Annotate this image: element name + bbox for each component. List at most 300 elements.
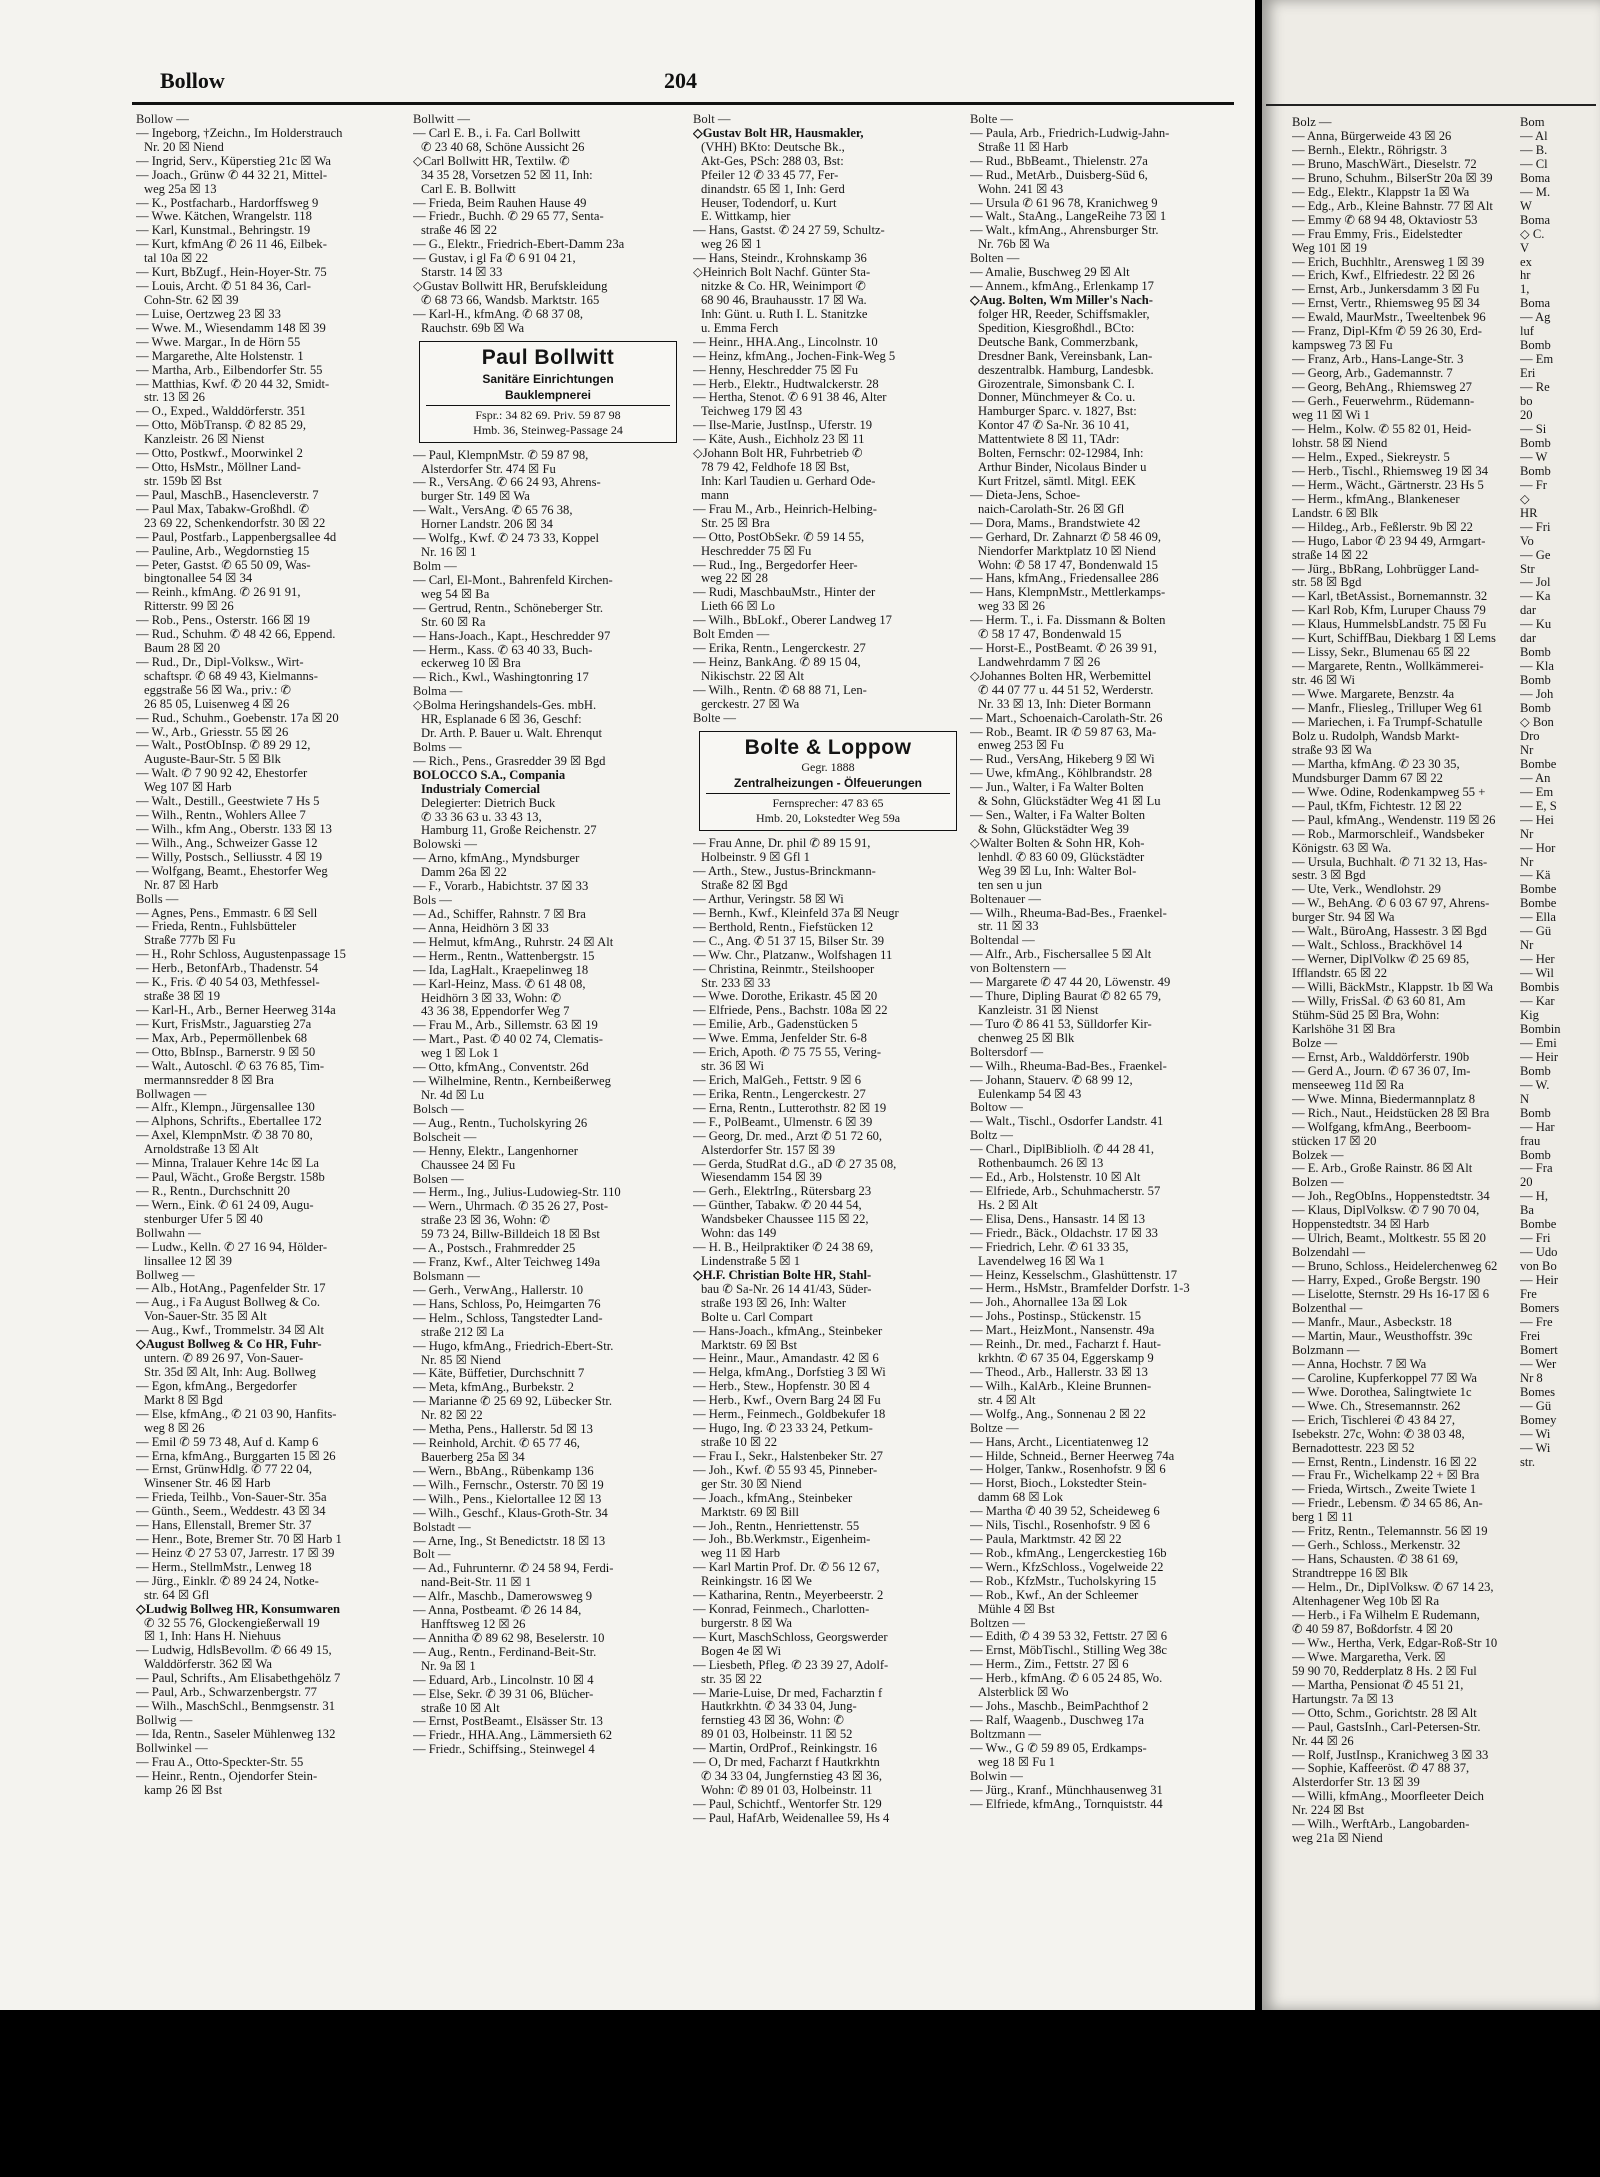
- directory-entry: nand-Beit-Str. 11 ☒ 1: [421, 1576, 532, 1590]
- directory-entry: — W., Arb., Griesstr. 55 ☒ 26: [136, 725, 289, 739]
- directory-entry: — Wern., BbAng., Rübenkamp 136: [413, 1464, 594, 1478]
- directory-entry: — Wolfg., Ang., Sonnenau 2 ☒ 22: [970, 1407, 1146, 1421]
- directory-entry: — Rob., Pens., Osterstr. 166 ☒ 19: [136, 614, 310, 628]
- right-page-entry: Bernadottestr. 223 ☒ 52: [1292, 1441, 1415, 1455]
- directory-entry: str. 4 ☒ Alt: [978, 1393, 1036, 1407]
- right-page-entry: Bomert: [1520, 1343, 1558, 1357]
- surname-heading: Boltenauer —: [970, 892, 1041, 906]
- directory-entry: — Annitha ✆ 89 62 98, Beselerstr. 10: [413, 1631, 605, 1645]
- directory-entry: — Uwe, kfmAng., Köhlbrandstr. 28: [970, 767, 1152, 781]
- surname-heading: Bolt —: [413, 1548, 451, 1562]
- directory-entry: str. 13 ☒ 26: [144, 391, 205, 405]
- directory-entry: — Pauline, Arb., Wegdornstieg 15: [136, 544, 310, 558]
- right-page-entry: — H,: [1520, 1190, 1548, 1204]
- right-page-entry: — Willy, FrisSal. ✆ 63 60 81, Am: [1292, 995, 1466, 1009]
- directory-entry: tal 10a ☒ 22: [144, 252, 209, 266]
- directory-entry: — G., Elektr., Friedrich-Ebert-Damm 23a: [413, 238, 625, 252]
- right-page-entry: — Kla: [1520, 660, 1554, 674]
- directory-entry: ◇ Carl Bollwitt HR, Textilw. ✆: [413, 155, 683, 169]
- directory-entry: Str. 35d ☒ Alt, Inh: Aug. Bollweg: [144, 1365, 316, 1379]
- directory-entry: — Gerhard, Dr. Zahnarzt ✆ 58 46 09,: [970, 530, 1162, 544]
- right-page-entry: dar: [1520, 632, 1537, 646]
- right-page-entry: Isebekstr. 27c, Wohn: ✆ 38 03 48,: [1292, 1427, 1465, 1441]
- directory-entry: — Wern., KfzSchloss., Vogelweide 22: [970, 1560, 1164, 1574]
- directory-entry: — Minna, Tralauer Kehre 14c ☒ La: [136, 1157, 320, 1171]
- right-page-entry: Bomb: [1520, 674, 1551, 688]
- directory-entry: 26 85 05, Luisenweg 4 ☒ 26: [144, 697, 290, 711]
- right-page-entry: Bomb: [1520, 1106, 1551, 1120]
- right-page-entry: Bombe: [1520, 883, 1557, 897]
- right-page-entry: — Paul, GastsInh., Carl-Petersen-Str.: [1292, 1720, 1481, 1734]
- directory-entry: gerckestr. 27 ☒ Wa: [701, 697, 800, 711]
- right-page-entry: — Heir: [1520, 1050, 1559, 1064]
- directory-entry: Dresdner Bank, Vereinsbank, Lan-: [978, 349, 1153, 363]
- right-page-entry: — Ulrich, Beamt., Moltkestr. 55 ☒ 20: [1292, 1232, 1486, 1246]
- directory-entry: — Frieda, Teilhb., Von-Sauer-Str. 35a: [136, 1491, 327, 1505]
- directory-entry: — Erika, Rentn., Lengerckestr. 27: [693, 1087, 866, 1101]
- directory-entry: — Helm., Schloss, Tangstedter Land-: [413, 1311, 603, 1325]
- right-page-entry: Bolze —: [1292, 1036, 1338, 1050]
- directory-entry: ◇ Gustav Bolt HR, Hausmakler,: [693, 127, 963, 141]
- directory-entry: burgerstr. 8 ☒ Wa: [701, 1616, 792, 1630]
- directory-entry: ◇ Walter Bolten & Sohn HR, Koh-: [970, 837, 1240, 851]
- directory-entry: — Berthold, Rentn., Fiefstücken 12: [693, 920, 874, 934]
- directory-entry: — Elisa, Dens., Hansastr. 14 ☒ 13: [970, 1212, 1145, 1226]
- right-page-entry: — Gerh., Feuerwehrm., Rüdemann-: [1292, 395, 1475, 409]
- directory-entry: schaftspr. ✆ 68 49 43, Kielmanns-: [144, 669, 318, 683]
- directory-entry: — Otto, kfmAng., Conventstr. 26d: [413, 1061, 589, 1075]
- right-page-entry: — Wer: [1520, 1357, 1557, 1371]
- directory-entry: — Annem., kfmAng., Erlenkamp 17: [970, 280, 1154, 294]
- right-page-entry: — Helm., Kolw. ✆ 55 82 01, Heid-: [1292, 422, 1472, 436]
- directory-entry: Heschredder 75 ☒ Fu: [701, 544, 812, 558]
- directory-entry: Nr. 4d ☒ Lu: [421, 1089, 485, 1102]
- directory-entry: 34 35 28, Vorsetzen 52 ☒ 11, Inh:: [421, 168, 593, 182]
- directory-entry: — Dieta-Jens, Schoe-: [970, 488, 1081, 502]
- directory-entry: Reinkingstr. 16 ☒ We: [701, 1575, 812, 1589]
- right-page-entry: — Wwe. Margaretha, Verk. ☒: [1292, 1650, 1446, 1664]
- directory-entry: Heidhörn 3 ☒ 33, Wohn: ✆: [421, 991, 562, 1005]
- directory-entry: Ritterstr. 99 ☒ 26: [144, 600, 234, 614]
- directory-entry: — Ernst, MöbTischl., Stilling Weg 38c: [970, 1644, 1168, 1658]
- directory-entry: Rauchstr. 69b ☒ Wa: [421, 321, 525, 335]
- right-page-entry: — Ernst, Arb., Walddörferstr. 190b: [1292, 1050, 1470, 1064]
- directory-entry: — Carl, El-Mont., Bahrenfeld Kirchen-: [413, 573, 613, 587]
- directory-entry: — Emil ✆ 59 73 48, Auf d. Kamp 6: [136, 1435, 319, 1449]
- right-page-column-2: [1520, 116, 1600, 1469]
- right-page-entry: — Fritz, Rentn., Telemannstr. 56 ☒ 19: [1292, 1525, 1488, 1539]
- directory-entry: weg 54 ☒ Ba: [421, 587, 490, 601]
- right-page-entry: HR: [1520, 506, 1538, 520]
- directory-entry: Hs. 2 ☒ Alt: [978, 1198, 1038, 1212]
- right-page-entry: Bomes: [1520, 1385, 1555, 1399]
- right-page-entry: — Herm., Wächt., Gärtnerstr. 23 Hs 5: [1292, 478, 1484, 492]
- directory-entry: — Wilh., Rheuma-Bad-Bes., Fraenkel-: [970, 906, 1167, 920]
- directory-entry: Bogen 4e ☒ Wi: [701, 1644, 782, 1658]
- surname-heading: Bolowski —: [413, 838, 478, 852]
- directory-entry: Arnoldstraße 13 ☒ Alt: [144, 1143, 259, 1157]
- right-page-rule: [1266, 104, 1596, 106]
- right-page-entry: — Wolfgang, kfmAng., Beerboom-: [1292, 1120, 1472, 1134]
- directory-entry: nitzke & Co. HR, Weinimport ✆: [701, 280, 866, 294]
- right-page-entry: Nr: [1520, 855, 1534, 869]
- right-page-entry: frau: [1520, 1134, 1541, 1148]
- right-page-entry: Bolz u. Rudolph, Wandsb Markt-: [1292, 729, 1460, 743]
- right-page-entry: Frei: [1520, 1329, 1541, 1343]
- right-page-entry: — Joh., RegObIns., Hoppenstedtstr. 34: [1292, 1190, 1490, 1204]
- directory-entry: — Paula, Marktmstr. 42 ☒ 22: [970, 1533, 1122, 1547]
- right-page-entry: — Re: [1520, 381, 1550, 395]
- directory-entry: ◇ Johannes Bolten HR, Werbemittel: [970, 670, 1240, 684]
- right-page-entry: luf: [1520, 325, 1534, 339]
- right-page-entry: Dro: [1520, 729, 1540, 743]
- directory-entry: 68 90 46, Brauhausstr. 17 ☒ Wa.: [701, 293, 867, 307]
- right-page-entry: Bomb: [1520, 464, 1551, 478]
- directory-entry: — Ralf, Waagenb., Duschweg 17a: [970, 1714, 1144, 1728]
- directory-entry: weg 25a ☒ 13: [144, 182, 217, 196]
- right-page-entry: — Mariechen, i. Fa Trumpf-Schatulle: [1292, 715, 1483, 729]
- right-page-entry: Vo: [1520, 534, 1534, 548]
- right-page-entry: — Ku: [1520, 618, 1552, 632]
- directory-entry: Auguste-Baur-Str. 5 ☒ Blk: [144, 753, 281, 767]
- right-page-entry: — Wwe. Ch., Stresemannstr. 262: [1292, 1399, 1461, 1413]
- directory-entry: — Karl Martin Prof. Dr. ✆ 56 12 67,: [693, 1561, 880, 1575]
- directory-entry: Str. 233 ☒ 33: [701, 976, 771, 990]
- directory-entry: — Kurt, kfmAng ✆ 26 11 46, Eilbek-: [136, 238, 327, 252]
- right-page-entry: — Fra: [1520, 1162, 1553, 1176]
- directory-entry: Landwehrdamm 7 ☒ 26: [978, 655, 1101, 669]
- right-page-entry: — Bruno, MaschWärt., Dieselstr. 72: [1292, 157, 1477, 171]
- directory-entry: weg 22 ☒ 28: [701, 572, 768, 586]
- directory-entry: — R., VersAng. ✆ 66 24 93, Ahrens-: [413, 476, 601, 490]
- directory-entry: — Friedr., HHA.Ang., Lämmersieth 62: [413, 1729, 613, 1743]
- directory-entry: Nr. 76b ☒ Wa: [978, 238, 1050, 252]
- directory-entry: Nr. 20 ☒ Niend: [144, 140, 224, 154]
- directory-entry: — Rud., VersAng, Hikeberg 9 ☒ Wi: [970, 753, 1155, 767]
- directory-entry: mermannsredder 8 ☒ Bra: [144, 1073, 274, 1087]
- right-page-entry: — Otto, Schm., Gorichtstr. 28 ☒ Alt: [1292, 1706, 1477, 1720]
- surname-heading: Bolstadt —: [413, 1520, 471, 1534]
- right-page-entry: weg 11 ☒ Wi 1: [1292, 409, 1370, 423]
- directory-entry: — Paul, MaschB., Hasencleverstr. 7: [136, 488, 319, 502]
- surname-heading: Bollweg —: [136, 1268, 195, 1282]
- directory-entry: straße 46 ☒ 22: [421, 224, 497, 238]
- directory-entry: — Wilh., kfm Ang., Oberstr. 133 ☒ 13: [136, 823, 332, 837]
- right-page-entry: burger Str. 94 ☒ Wa: [1292, 911, 1395, 925]
- right-page-entry: — Ernst, Arb., Junkersdamm 3 ☒ Fu: [1292, 283, 1480, 297]
- right-page-entry: — Udo: [1520, 1246, 1558, 1260]
- directory-entry: — Peter, Gastst. ✆ 65 50 09, Was-: [136, 558, 311, 572]
- surname-heading: Bolms —: [413, 740, 462, 754]
- directory-entry: — Georg, Dr. med., Arzt ✆ 51 72 60,: [693, 1129, 883, 1143]
- directory-entry: — Alfr., Maschb., Damerowsweg 9: [413, 1590, 593, 1604]
- directory-entry: Cohn-Str. 62 ☒ 39: [144, 293, 239, 307]
- directory-entry: — Wern., Eink. ✆ 61 24 09, Augu-: [136, 1198, 314, 1212]
- directory-entry: Nr. 82 ☒ 22: [421, 1409, 483, 1423]
- directory-entry: weg 18 ☒ Fu 1: [978, 1755, 1056, 1769]
- right-page-entry: Bomb: [1520, 646, 1551, 660]
- right-page-entry: — Wilh., WerftArb., Langobarden-: [1292, 1818, 1470, 1832]
- directory-entry: — Willy, Postsch., Selliusstr. 4 ☒ 19: [136, 850, 323, 864]
- directory-entry: — Karl-H., kfmAng. ✆ 68 37 08,: [413, 307, 584, 321]
- ad-sub1: Zentralheizungen - Ölfeuerungen: [733, 776, 922, 791]
- directory-entry: — Herm., Kass. ✆ 63 40 33, Buch-: [413, 643, 593, 657]
- right-page-entry: — Jürg., BbRang, Lohbrügger Land-: [1292, 562, 1479, 576]
- directory-entry: & Sohn, Glückstädter Weg 39: [978, 823, 1129, 837]
- right-page-entry: — Georg, Arb., Gademannstr. 7: [1292, 367, 1453, 381]
- right-page-entry: Bolzendahl —: [1292, 1246, 1366, 1260]
- right-page-entry: — Al: [1520, 129, 1548, 143]
- right-page-entry: — Manfr., Fliesleg., Trilluper Weg 61: [1292, 702, 1483, 716]
- right-page-entry: — Fr: [1520, 478, 1547, 492]
- right-page-entry: V: [1520, 241, 1530, 255]
- ad-sub2: Bauklempnerei: [504, 387, 592, 402]
- right-page-entry: Bombe: [1520, 1218, 1557, 1232]
- right-page-entry: Str: [1520, 562, 1535, 576]
- directory-entry: — Alphons, Schrifts., Ebertallee 172: [136, 1115, 322, 1129]
- directory-entry: — Henny, Elektr., Langenhorner: [413, 1144, 578, 1158]
- directory-entry: — Rob., Beamt. IR ✆ 59 87 63, Ma-: [970, 725, 1157, 739]
- directory-entry: weg 1 ☒ Lok 1: [421, 1047, 499, 1061]
- surname-heading: Bollwagen —: [136, 1087, 207, 1101]
- right-page-entry: — Franz, Dipl-Kfm ✆ 59 26 30, Erd-: [1292, 325, 1482, 339]
- directory-entry: — K., Fris. ✆ 40 54 03, Methfessel-: [136, 976, 320, 990]
- directory-entry: deszentralbk. Hamburg, Landesbk.: [978, 363, 1154, 377]
- directory-entry: Wiesendamm 154 ☒ 39: [701, 1171, 822, 1185]
- directory-entry: — Erna, kfmAng., Burggarten 15 ☒ 26: [136, 1449, 336, 1463]
- directory-entry: — Walt., StaAng., LangeReihe 73 ☒ 1: [970, 210, 1167, 224]
- directory-entry: Hamburg 11, Große Reichenstr. 27: [421, 824, 597, 838]
- directory-entry: — Hans, KlempnMstr., Mettlerkamps-: [970, 586, 1166, 600]
- directory-entry: — Agnes, Pens., Emmastr. 6 ☒ Sell: [136, 906, 318, 920]
- right-page-entry: — Ursula, Buchhalt. ✆ 71 32 13, Has-: [1292, 855, 1488, 869]
- directory-entry: — Else, Sekr. ✆ 39 31 06, Blücher-: [413, 1687, 594, 1701]
- right-page-entry: Mundsburger Damm 67 ☒ 22: [1292, 771, 1443, 785]
- ad-sub1: Sanitäre Einrichtungen: [482, 371, 614, 386]
- directory-entry: — Mart., Schoenaich-Carolath-Str. 26: [970, 711, 1163, 725]
- surname-heading: Boltzen —: [970, 1616, 1025, 1630]
- directory-entry: — Paul, Schrifts., Am Elisabethgehölz 7: [136, 1672, 341, 1686]
- ad-name: Bolte & Loppow: [744, 735, 912, 759]
- directory-column-2: [413, 113, 683, 1757]
- surname-heading: Bolte —: [970, 113, 1014, 126]
- directory-entry: — Wwe. Margar., In de Hörn 55: [136, 335, 301, 349]
- directory-entry: ◇ H.F. Christian Bolte HR, Stahl-: [693, 1269, 963, 1283]
- directory-entry: — Wilh., BbLokf., Oberer Landweg 17: [693, 614, 892, 628]
- directory-entry: — Ad., Schiffer, Rahnstr. 7 ☒ Bra: [413, 908, 586, 922]
- right-page-entry: — Manfr., Maur., Asbeckstr. 18: [1292, 1315, 1452, 1329]
- directory-entry: Straße 11 ☒ Harb: [978, 140, 1069, 154]
- directory-entry: — Wilh., Rheuma-Bad-Bes., Fraenkel-: [970, 1059, 1167, 1073]
- directory-entry: — Elfriede, Pens., Bachstr. 108a ☒ 22: [693, 1004, 888, 1018]
- directory-entry: Nr. 9a ☒ 1: [421, 1659, 476, 1673]
- directory-entry: — Mart., HeizMont., Nansenstr. 49a: [970, 1324, 1155, 1338]
- right-page-entry: lohstr. 58 ☒ Niend: [1292, 436, 1388, 450]
- directory-entry: weg 8 ☒ 26: [144, 1421, 205, 1435]
- directory-entry: ◇ Bolma Heringshandels-Ges. mbH.: [413, 699, 683, 713]
- directory-entry: — Amalie, Buschweg 29 ☒ Alt: [970, 266, 1130, 280]
- right-page-entry: weg 21a ☒ Niend: [1292, 1832, 1383, 1846]
- right-page-entry: — Karl Rob, Kfm, Luruper Chauss 79: [1292, 604, 1486, 618]
- right-page-entry: — Hans, Schausten. ✆ 38 61 69,: [1292, 1553, 1459, 1567]
- surname-heading: Bolt —: [693, 113, 731, 126]
- right-page-entry: Bomb: [1520, 702, 1551, 716]
- right-page-entry: — Sophie, Kaffeeröst. ✆ 47 88 37,: [1292, 1762, 1470, 1776]
- right-page-entry: — Caroline, Kupferkoppel 77 ☒ Wa: [1292, 1371, 1477, 1385]
- right-page-entry: — Heir: [1520, 1274, 1559, 1288]
- directory-entry: — Marie-Luise, Dr med, Facharztin f: [693, 1686, 883, 1700]
- directory-entry: — Kurt, MaschSchloss, Georgswerder: [693, 1630, 888, 1644]
- right-page-entry: sestr. 3 ☒ Bgd: [1292, 869, 1366, 883]
- right-page-entry: — Franz, Arb., Hans-Lange-Str. 3: [1292, 353, 1464, 367]
- right-page-entry: — Gü: [1520, 1399, 1552, 1413]
- directory-entry: — Johs., Postinsp., Stückenstr. 15: [970, 1310, 1142, 1324]
- directory-entry: 23 69 22, Schenkendorfstr. 30 ☒ 22: [144, 516, 326, 530]
- directory-entry: — Katharina, Rentn., Meyerbeerstr. 2: [693, 1589, 884, 1603]
- directory-entry: — Otto, BbInsp., Barnerstr. 9 ☒ 50: [136, 1045, 316, 1059]
- right-page-entry: — Frieda, Wirtsch., Zweite Twiete 1: [1292, 1483, 1477, 1497]
- right-page-entry: ◇: [1520, 492, 1530, 506]
- directory-entry: — Otto, MöbTransp. ✆ 82 85 29,: [136, 419, 306, 433]
- directory-entry: — Ww. Chr., Platzanw., Wolfshagen 11: [693, 948, 893, 962]
- directory-entry: — Günth., Seem., Weddestr. 43 ☒ 34: [136, 1505, 326, 1519]
- directory-entry: — Rud., Dr., Dipl-Volksw., Wirt-: [136, 655, 304, 669]
- directory-entry: ◇ Johann Bolt HR, Fuhrbetrieb ✆: [693, 447, 963, 461]
- directory-entry: — Jun., Walter, i Fa Walter Bolten: [970, 781, 1144, 795]
- directory-entry: — Rud., Schuhm. ✆ 48 42 66, Eppend.: [136, 628, 336, 642]
- surname-heading: Bols —: [413, 894, 452, 908]
- right-page-entry: — Erich, Buchhltr., Arensweg 1 ☒ 39: [1292, 255, 1485, 269]
- directory-entry: — Otto, PostObSekr. ✆ 59 14 55,: [693, 530, 865, 544]
- directory-entry: 78 79 42, Feldhofe 18 ☒ Bst,: [701, 461, 850, 475]
- directory-entry: Nr. 87 ☒ Harb: [144, 878, 219, 892]
- directory-entry: lenhdl. ✆ 83 60 09, Glückstädter: [978, 850, 1145, 864]
- directory-entry: — Herm., Ing., Julius-Ludowieg-Str. 110: [413, 1186, 621, 1200]
- right-page-entry: — Gü: [1520, 925, 1552, 939]
- directory-entry: — Hans, Schloss, Po, Heimgarten 76: [413, 1297, 601, 1311]
- right-page-entry: — Wi: [1520, 1441, 1551, 1455]
- right-page-entry: — Wil: [1520, 967, 1554, 981]
- directory-entry: — F., Vorarb., Habichtstr. 37 ☒ 33: [413, 880, 589, 894]
- directory-entry: Markt 8 ☒ Bgd: [144, 1393, 223, 1407]
- right-page-entry: Stühm-Süd 25 ☒ Bra, Wohn:: [1292, 1009, 1440, 1022]
- directory-entry: — Rob., Kwf., An der Schleemer: [970, 1588, 1139, 1602]
- right-page-entry: — Hor: [1520, 841, 1556, 855]
- right-page-entry: — Ella: [1520, 911, 1557, 925]
- ad-divider: [426, 405, 670, 406]
- directory-entry: — Walt., VersAng. ✆ 65 76 38,: [413, 504, 573, 518]
- surname-heading: Boltze —: [970, 1421, 1019, 1435]
- directory-entry: — Walt., PostObInsp. ✆ 89 29 12,: [136, 739, 311, 753]
- right-page-entry: — Walt., Schloss., Brackhövel 14: [1292, 939, 1463, 953]
- surname-heading: Bolscheit —: [413, 1130, 477, 1144]
- directory-entry: Weg 39 ☒ Lu, Inh: Walter Bol-: [978, 864, 1137, 878]
- directory-entry: — Wolfgang, Beamt., Ehestorfer Weg: [136, 864, 328, 878]
- directory-entry: — Nils, Tischl., Rosenhofstr. 9 ☒ 6: [970, 1519, 1150, 1533]
- directory-entry: — Hertha, Stenot. ✆ 6 91 38 46, Alter: [693, 391, 887, 405]
- directory-entry: Straße 82 ☒ Bgd: [701, 879, 788, 893]
- right-page-entry: — E. Arb., Große Rainstr. 86 ☒ Alt: [1292, 1162, 1473, 1176]
- directory-entry: Kurt Fritzel, sämtl. Mitgl. EEK: [978, 474, 1136, 488]
- right-page-entry: — Martha, kfmAng. ✆ 23 30 35,: [1292, 757, 1460, 771]
- directory-entry: — Dora, Mams., Brandstwiete 42: [970, 516, 1141, 530]
- directory-entry: — Friedr., Buchh. ✆ 29 65 77, Senta-: [413, 210, 604, 224]
- right-page-entry: Bomb: [1520, 1148, 1551, 1162]
- directory-entry: — Louis, Archt. ✆ 51 84 36, Carl-: [136, 280, 311, 294]
- right-page-entry: Bolzen —: [1292, 1176, 1344, 1190]
- right-page-entry: Weg 101 ☒ 19: [1292, 241, 1367, 255]
- directory-entry: — Heinz, BankAng. ✆ 89 15 04,: [693, 655, 861, 669]
- directory-entry: Inh: Karl Taudien u. Gerhard Ode-: [701, 474, 876, 488]
- directory-entry: — Anna, Postbeamt. ✆ 26 14 84,: [413, 1604, 582, 1618]
- directory-entry: krkhtn. ✆ 67 35 04, Eggerskamp 9: [978, 1352, 1154, 1366]
- directory-entry: (VHH) BKto: Deutsche Bk.,: [701, 140, 845, 154]
- directory-entry: — Paul, Schichtf., Wentorfer Str. 129: [693, 1797, 882, 1811]
- directory-entry: — C., Ang. ✆ 51 37 15, Bilser Str. 39: [693, 934, 885, 948]
- right-page-entry: — W: [1520, 450, 1548, 464]
- right-page-entry: Fre: [1520, 1288, 1537, 1302]
- right-page-entry: menseeweg 11d ☒ Ra: [1292, 1078, 1404, 1092]
- directory-column-4: [970, 113, 1240, 1811]
- directory-entry: — Mart., Past. ✆ 40 02 74, Clematis-: [413, 1033, 604, 1047]
- directory-entry: str. 35 ☒ 22: [701, 1672, 762, 1686]
- directory-entry: — Walt., Destill., Geestwiete 7 Hs 5: [136, 795, 320, 809]
- directory-entry: — Hans, Gastst. ✆ 24 27 59, Schultz-: [693, 224, 885, 238]
- directory-entry: Wandsbeker Chaussee 115 ☒ 22,: [701, 1213, 869, 1227]
- directory-entry: — Elfriede, kfmAng., Tornquiststr. 44: [970, 1797, 1163, 1811]
- directory-entry: — Wolfg., Kwf. ✆ 24 73 33, Koppel: [413, 532, 599, 546]
- surname-heading: Bollwinkel —: [136, 1741, 208, 1755]
- directory-entry: ✆ 58 17 47, Bondenwald 15: [978, 628, 1122, 642]
- directory-entry: Hamburger Sparc. v. 1827, Bst:: [978, 405, 1137, 419]
- right-page-entry: Bom: [1520, 116, 1545, 129]
- directory-entry: — Karl, Kunstmal., Behringstr. 19: [136, 224, 311, 238]
- right-page-entry: — Cl: [1520, 157, 1548, 171]
- directory-entry: — Rud., BbBeamt., Thielenstr. 27a: [970, 154, 1148, 168]
- directory-entry: — Joh., Bb.Werkmstr., Eigenheim-: [693, 1533, 871, 1547]
- right-page-entry: — Gerh., Schloss., Merkenstr. 32: [1292, 1539, 1461, 1553]
- directory-entry: str. 11 ☒ 33: [978, 920, 1039, 934]
- directory-entry: ◇ Gustav Bollwitt HR, Berufskleidung: [413, 280, 683, 294]
- directory-entry: eckerweg 10 ☒ Bra: [421, 657, 521, 671]
- directory-entry: — Frau M., Arb., Heinrich-Helbing-: [693, 502, 877, 516]
- right-page-entry: Kig: [1520, 1009, 1539, 1022]
- directory-entry: Delegierter: Dietrich Buck: [421, 796, 556, 810]
- directory-entry: — Walt., Tischl., Osdorfer Landstr. 41: [970, 1115, 1164, 1129]
- right-page-entry: — Ka: [1520, 590, 1551, 604]
- right-page-entry: Nr. 44 ☒ 26: [1292, 1734, 1354, 1748]
- directory-entry: — Margarete ✆ 47 44 20, Löwenstr. 49: [970, 976, 1171, 990]
- directory-entry: — Eduard, Arb., Lincolnstr. 10 ☒ 4: [413, 1673, 594, 1687]
- right-page-entry: — Em: [1520, 785, 1554, 799]
- directory-entry: — Rud., MetArb., Duisberg-Süd 6,: [970, 168, 1148, 182]
- right-page-entry: — Bernh., Elektr., Röhrigstr. 3: [1292, 143, 1447, 157]
- directory-entry: — Martin, OrdProf., Reinkingstr. 16: [693, 1742, 877, 1756]
- directory-entry: straße 38 ☒ 19: [144, 990, 220, 1004]
- directory-entry: — Wwe. Dorothe, Erikastr. 45 ☒ 20: [693, 990, 878, 1004]
- directory-entry: — Wilh., KalArb., Kleine Brunnen-: [970, 1379, 1152, 1393]
- directory-entry: ger Str. 30 ☒ Niend: [701, 1477, 802, 1491]
- right-page-edge: [1262, 0, 1600, 2010]
- directory-entry: Wohn: ✆ 89 01 03, Holbeinstr. 11: [701, 1784, 873, 1798]
- right-page-entry: Bomb: [1520, 1064, 1551, 1078]
- directory-entry: — Ludwig, HdlsBevollm. ✆ 66 49 15,: [136, 1644, 332, 1658]
- directory-entry: — Hilde, Schneid., Berner Heerweg 74a: [970, 1449, 1175, 1463]
- directory-entry: — Metha, Pens., Hallerstr. 5d ☒ 13: [413, 1423, 593, 1437]
- directory-entry: Akt-Ges, PSch: 288 03, Bst:: [701, 154, 844, 168]
- directory-entry: — Paul, Postfarb., Lappenbergsallee 4d: [136, 530, 337, 544]
- directory-entry: — Ingrid, Serv., Küperstieg 21c ☒ Wa: [136, 154, 331, 168]
